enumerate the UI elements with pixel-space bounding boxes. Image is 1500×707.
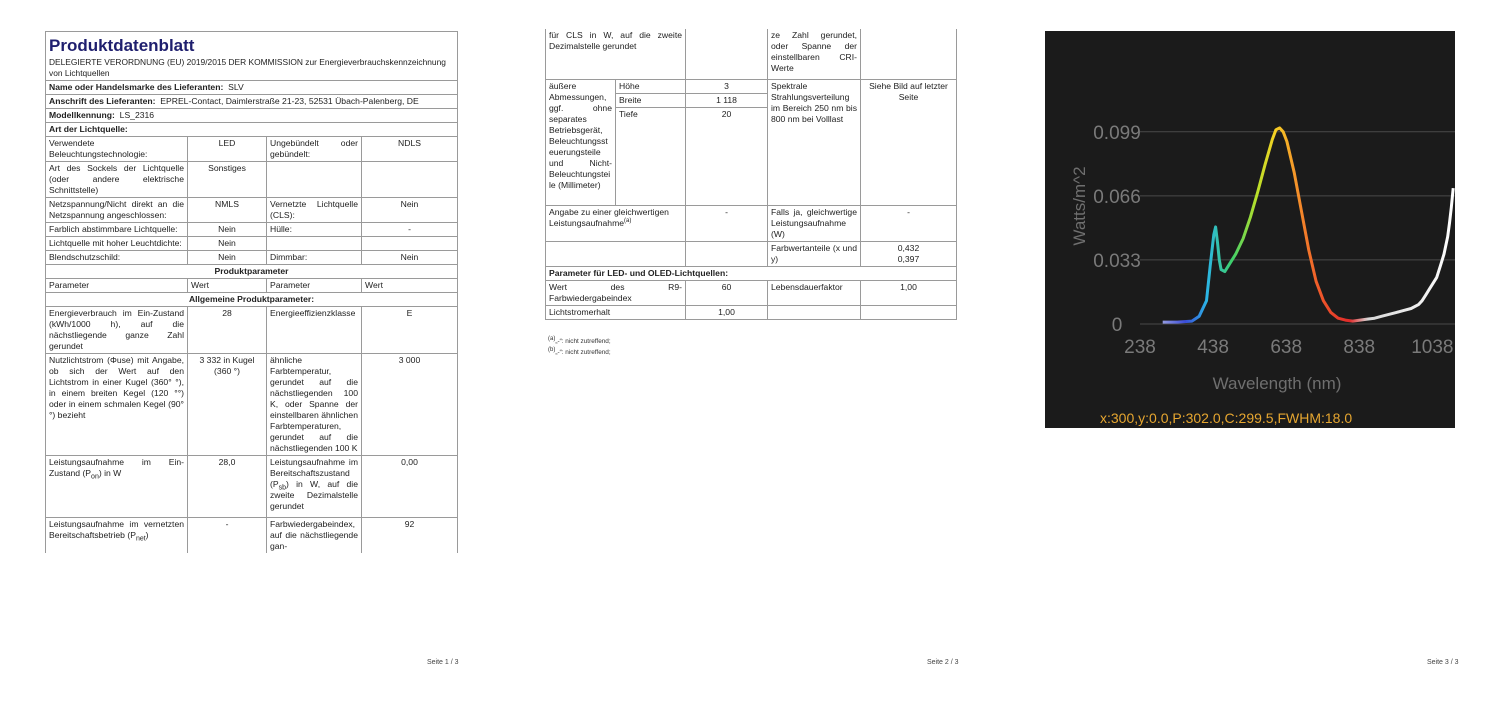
table-row: Blendschutzschild: Nein Dimmbar: Nein xyxy=(46,251,458,265)
table-row: äußere Abmessungen, ggf. ohne separates Betriebsgerät, Beleuchtungssteuerungsteile und Nicht-Beleuchtungsteile (Millimeter) Höhe 3 Spektrale Strahlungsverteilung im Bereich 250 nm bis 800 nm bei Volllast Siehe Bild auf letzter Seite xyxy=(546,79,957,93)
supplier-address-row: Anschrift des Lieferanten: EPREL-Contact, Daimlerstraße 21-23, 52531 Übach-Palenberg, DE xyxy=(46,95,458,109)
product-params-header: Produktparameter xyxy=(46,265,458,279)
table-row: Farblich abstimmbare Lichtquelle: Nein Hülle: - xyxy=(46,223,458,237)
light-source-type-header: Art der Lichtquelle: xyxy=(46,123,458,137)
status-readout: x:300,y:0.0,P:302.0,C:299.5,FWHM:18.0 xyxy=(1100,410,1353,426)
chroma-x: 0,432 xyxy=(897,242,920,253)
x-tick-label: 238 xyxy=(1124,337,1156,358)
table-row: Farbwertanteile (x und y) 0,432 0,397 xyxy=(546,241,957,266)
y-tick-label: 0.033 xyxy=(1093,250,1141,272)
table-row: Leistungsaufnahme im vernetzten Bereitschaftsbetrieb $(P_{net})$ - Farbwiedergabeindex, auf die nächstliegende gan- 92 xyxy=(46,518,458,554)
table-row: Lichtstromerhalt 1,00 xyxy=(546,305,957,319)
page-1 xyxy=(0,0,500,707)
page-footer: Seite 3 / 3 xyxy=(1427,659,1459,666)
x-axis-label: Wavelength (nm) xyxy=(1212,374,1342,393)
table-row: Energieverbrauch im Ein-Zustand (kWh/1000 h), auf die nächstliegende ganze Zahl gerundet 28 Energieeffizienzklasse E xyxy=(46,307,458,354)
y-axis-label: Watts/m^2 xyxy=(1070,166,1089,246)
regulation-text: DELEGIERTE VERORDNUNG (EU) 2019/2015 DER KOMMISSION zur Energieverbrauchskennzeichnung von Lichtquellen xyxy=(49,57,446,78)
y-tick-label: 0.099 xyxy=(1093,122,1141,144)
x-tick-label: 438 xyxy=(1197,337,1229,358)
table-row: für CLS in W, auf die zweite Dezimalstelle gerundet ze Zahl gerundet, oder Spanne der einstellbaren CRI-Werte xyxy=(546,29,957,79)
model-row: Modellkennung: LS_2316 xyxy=(46,109,458,123)
table-row: Angabe zu einer gleichwertigen Leistungsaufnahme$^{(a)}$ - Falls ja, gleichwertige Leistungsaufnahme (W) - xyxy=(546,205,957,241)
page-footer: Seite 2 / 3 xyxy=(927,659,959,666)
footnote-b: (b)„-“: nicht zutreffend; xyxy=(548,346,611,356)
spectrum-chart xyxy=(1045,31,1455,428)
datasheet-table-page-2 xyxy=(545,29,957,320)
table-row: Art des Sockels der Lichtquelle (oder andere elektrische Schnittstelle) Sonstiges xyxy=(46,162,458,198)
page-footer: Seite 1 / 3 xyxy=(427,659,459,666)
datasheet-table-page-1 xyxy=(45,31,458,553)
footnote-a: (a)„-“: nicht zutreffend; xyxy=(548,335,611,345)
table-row: Lichtquelle mit hoher Leuchtdichte: Nein xyxy=(46,237,458,251)
table-row: Breite 1 118 xyxy=(546,93,957,107)
y-tick-label: 0.066 xyxy=(1093,186,1141,208)
supplier-name-row: Name oder Handelsmarke des Lieferanten: SLV xyxy=(46,81,458,95)
model-value: LS_2316 xyxy=(119,110,155,120)
column-header-row: Parameter Wert Parameter Wert xyxy=(46,279,458,293)
supplier-address-value: EPREL-Contact, Daimlerstraße 21-23, 52531 Übach-Palenberg, DE xyxy=(160,96,419,106)
table-row: Nutzlichtstrom (Φuse) mit Angabe, ob sich der Wert auf den Lichtstrom in einer Kugel (360° °), in einem breiten Kegel (120 °°) oder in einem schmalen Kegel (90° °) bezieht 3 332 in Kugel (360 °) ähnliche Farbtemperatur, gerundet auf die nächstliegenden 100 K, oder Spanne der einstellbaren ähnlichen Farbtemperaturen, gerundet auf die nächstliegenden 100 K 3 000 xyxy=(46,354,458,456)
table-row: Netzspannung/Nicht direkt an die Netzspannung angeschlossen: NMLS Vernetzte Lichtquelle (CLS): Nein xyxy=(46,198,458,223)
led-params-header: Parameter für LED- und OLED-Lichtquellen: xyxy=(546,266,957,280)
x-tick-label: 638 xyxy=(1270,337,1303,358)
table-row: Verwendete Beleuchtungstechnologie: LED Ungebündelt oder gebündelt: NDLS xyxy=(46,137,458,162)
page-title: Produktdatenblatt xyxy=(49,36,195,55)
chart-background xyxy=(1045,31,1455,428)
y-tick-label: 0 xyxy=(1111,315,1123,336)
general-params-header: Allgemeine Produktparameter: xyxy=(46,293,458,307)
x-tick-label: 1038 xyxy=(1411,337,1454,358)
table-row: Leistungsaufnahme im Ein-Zustand $(P_{on})$ in W 28,0 Leistungsaufnahme im Bereitschaftszustand $(P_{sb})$ in W, auf die zweite Dezimalstelle gerundet 0,00 xyxy=(46,456,458,518)
x-tick-label: 838 xyxy=(1343,337,1376,358)
supplier-name-value: SLV xyxy=(228,82,244,92)
chroma-y: 0,397 xyxy=(897,253,920,264)
table-row: Wert des R9-Farbwiedergabeindex 60 Lebensdauerfaktor 1,00 xyxy=(546,280,957,305)
footnotes xyxy=(548,336,611,358)
table-row: Tiefe 20 xyxy=(546,107,957,205)
